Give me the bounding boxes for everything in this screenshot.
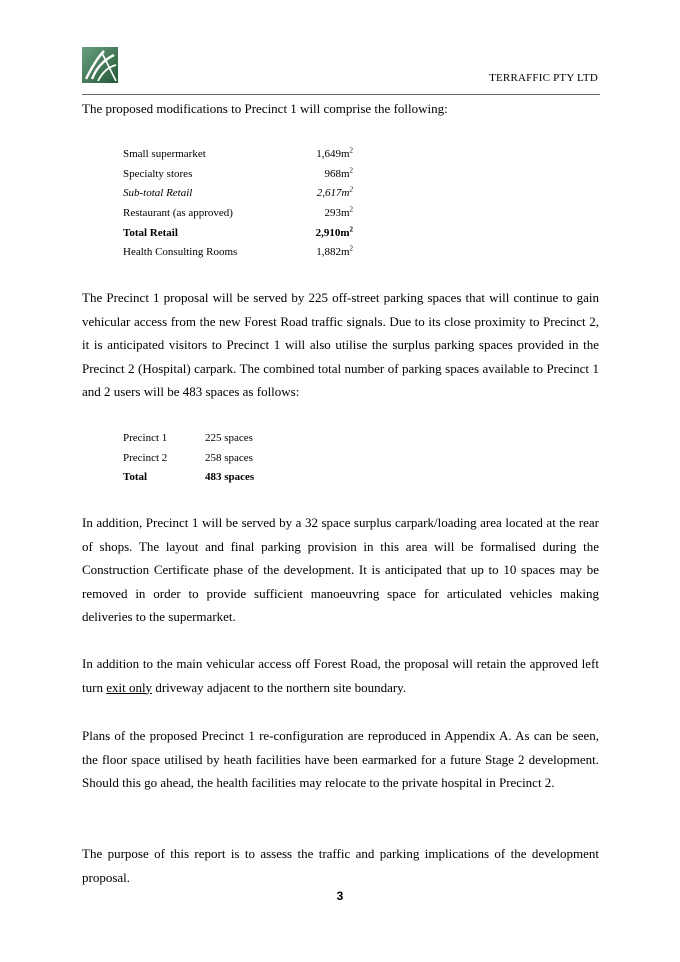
row-value: $293m^2$ xyxy=(324,205,353,220)
access-text-before: In addition to the main vehicular access off Forest Road, the proposal will retain the approved left turn xyxy=(82,656,599,695)
row-value: $2,617m^2$ xyxy=(316,185,353,200)
row-label: Specialty stores xyxy=(123,167,193,180)
intro-paragraph: The proposed modifications to Precinct 1 will comprise the following: xyxy=(82,101,448,116)
access-paragraph xyxy=(82,652,599,699)
plans-paragraph: Plans of the proposed Precinct 1 re-configuration are reproduced in Appendix A. As can be seen, the floor space utilised by heath facilities have been earmarked for a future Stage 2 development. Should this go ahead, the health facilities may relocate to the private hospital in Precinct 2. xyxy=(82,728,599,791)
access-text-after: driveway adjacent to the northern site boundary. xyxy=(152,679,407,695)
parking-paragraph: The Precinct 1 proposal will be served by 225 off-street parking spaces that will continue to gain vehicular access from the new Forest Road traffic signals. Due to its close proximity to Precinct 2, it is anticipated visitors to Precinct 1 will also utilise the surplus parking spaces provided in the Precinct 2 (Hospital) carpark. The combined total number of parking spaces available to Precinct 1 and 2 users will be 483 spaces as follows: xyxy=(82,290,599,400)
row-label: Total xyxy=(123,471,148,484)
row-label: Precinct 1 xyxy=(123,432,168,444)
exit-only-text: exit only xyxy=(106,679,153,695)
row-label: Small supermarket xyxy=(123,148,206,160)
terraffic-logo-icon xyxy=(82,47,118,83)
purpose-paragraph: The purpose of this report is to assess the traffic and parking implications of the development proposal. xyxy=(82,846,599,885)
loading-area-paragraph: In addition, Precinct 1 will be served by a 32 space surplus carpark/loading area located at the rear of shops. The layout and final parking provision in this area will be formalised during the Construction Certificate phase of the development. It is anticipated that up to 10 spaces may be removed in order to provide sufficient manoeuvring space for articulated vehicles making deliveries to the supermarket. xyxy=(82,515,599,625)
row-label: Health Consulting Rooms xyxy=(123,246,238,259)
row-label: Sub-total Retail xyxy=(123,187,193,200)
row-value: $1,649m^2$ xyxy=(316,146,353,160)
row-label: Precinct 2 xyxy=(123,451,168,464)
header-divider xyxy=(82,94,600,95)
row-value: $968m^2$ xyxy=(324,166,353,180)
row-value: 258 spaces xyxy=(205,451,253,464)
row-value: 225 spaces xyxy=(205,432,253,444)
row-label: Restaurant (as approved) xyxy=(123,207,233,220)
company-name: TERRAFFIC PTY LTD xyxy=(489,72,598,84)
row-value: 483 spaces xyxy=(205,471,255,484)
row-label: Total Retail xyxy=(123,226,178,239)
page-number: 3 xyxy=(336,889,344,903)
row-value: $2,910m^2$ xyxy=(315,225,353,239)
row-value: $1,882m^2$ xyxy=(316,244,353,259)
